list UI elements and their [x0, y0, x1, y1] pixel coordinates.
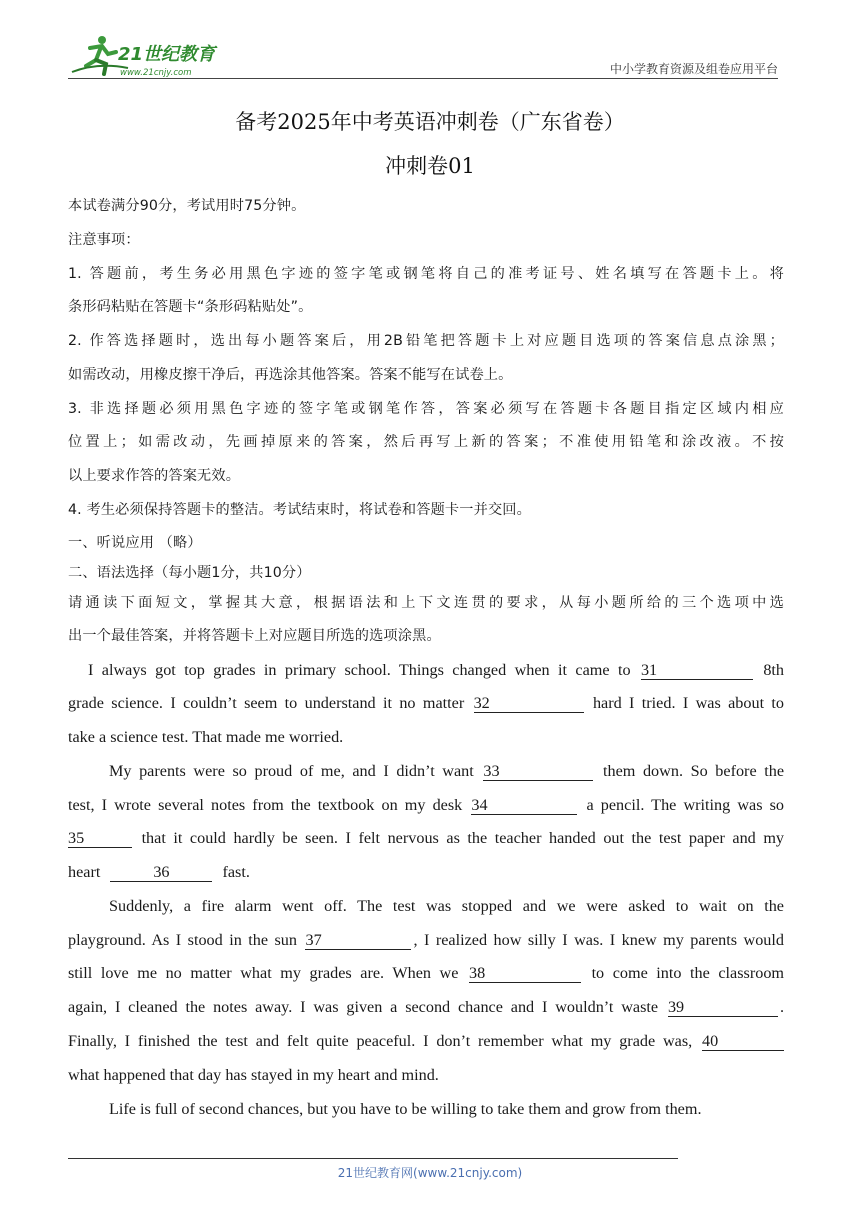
passage-line-2: grade science. I couldn’t seem to understand it no matter 32 hard I tried. I was about to [68, 694, 785, 712]
blank-32: 32 [474, 695, 584, 713]
footer-text: 21世纪教育网(www.21cnjy.com) [337, 1166, 523, 1180]
header-divider [68, 78, 778, 79]
section-1-heading: 一、听说应用 （略） [68, 535, 202, 551]
blank-39: 39 [668, 999, 778, 1017]
blank-36: 36 [110, 864, 212, 882]
footer-divider [68, 1158, 678, 1159]
blank-37: 37 [305, 932, 411, 950]
notice-4: 4. 考生必须保持答题卡的整洁。考试结束时，将试卷和答题卡一并交回。 [68, 502, 531, 518]
page-header [68, 30, 778, 80]
page-subtitle: 冲刺卷01 [385, 154, 475, 178]
passage-line-11: again, I cleaned the notes away. I was given a second chance and I wouldn’t waste 39 . [68, 998, 784, 1016]
notice-1-line-1: 1. 答题前，考生务必用黑色字迹的签字笔或钢笔将自己的准考证号、姓名填写在答题卡上。将 [68, 266, 784, 282]
intro-text: 本试卷满分90分，考试用时75分钟。 [68, 198, 306, 214]
blank-35: 35 [68, 830, 132, 848]
passage-line-9: playground. As I stood in the sun 37 , I realized how silly I was. I knew my parents would [68, 931, 784, 949]
notice-3-line-3: 以上要求作答的答案无效。 [68, 468, 241, 484]
notice-3-line-2: 位置上；如需改动，先画掉原来的答案，然后再写上新的答案；不准使用铅笔和涂改液。不按 [68, 434, 784, 450]
passage-line-1: I always got top grades in primary school. Things changed when it came to 31 8th [88, 661, 785, 679]
blank-33: 33 [483, 763, 593, 781]
notice-heading: 注意事项： [68, 232, 140, 248]
passage-line-10: still love me no matter what my grades are. When we 38 to come into the classroom [68, 964, 785, 982]
passage-line-4: My parents were so proud of me, and I didn’t want 33 them down. So before the [109, 762, 785, 780]
site-logo [68, 32, 238, 78]
passage-line-3: take a science test. That made me worried. [68, 728, 344, 746]
instruction-line-1: 请通读下面短文，掌握其大意，根据语法和上下文连贯的要求，从每小题所给的三个选项中选 [68, 595, 784, 611]
blank-38: 38 [469, 965, 581, 983]
passage-line-14: Life is full of second chances, but you have to be willing to take them and grow from them. [109, 1100, 702, 1118]
passage-line-13: what happened that day has stayed in my heart and mind. [68, 1066, 439, 1084]
passage-line-7: heart 36 fast. [68, 863, 250, 881]
notice-1-line-2: 条形码粘贴在答题卡“条形码粘贴处”。 [68, 299, 313, 315]
runner-logo-icon [68, 32, 238, 78]
svg-text:www.21cnjy.com: www.21cnjy.com [120, 68, 192, 78]
section-2-heading: 二、语法选择（每小题1分，共10分） [68, 565, 311, 581]
blank-31: 31 [641, 662, 753, 680]
passage-line-5: test, I wrote several notes from the textbook on my desk 34 a pencil. The writing was so [68, 796, 784, 814]
blank-34: 34 [471, 797, 577, 815]
notice-2-line-2: 如需改动，用橡皮擦干净后，再选涂其他答案。答案不能写在试卷上。 [68, 367, 513, 383]
notice-3-line-1: 3. 非选择题必须用黑色字迹的签字笔或钢笔作答，答案必须写在答题卡各题目指定区域内相应 [68, 401, 784, 417]
passage-line-8: Suddenly, a fire alarm went off. The test was stopped and we were asked to wait on the [109, 897, 784, 915]
blank-40: 40 [702, 1033, 784, 1051]
passage-line-12: Finally, I finished the test and felt quite peaceful. I don’t remember what my grade was, 40 [68, 1031, 784, 1051]
notice-2-line-1: 2. 作答选择题时，选出每小题答案后，用2B铅笔把答题卡上对应题目选项的答案信息点涂黑； [68, 333, 784, 349]
page-title: 备考2025年中考英语冲刺卷（广东省卷） [235, 110, 625, 134]
instruction-line-2: 出一个最佳答案，并将答题卡上对应题目所选的选项涂黑。 [68, 628, 441, 644]
passage-line-6: 35 that it could hardly be seen. I felt nervous as the teacher handed out the test paper and my [68, 829, 785, 847]
svg-text:21世纪教育: 21世纪教育 [118, 44, 216, 65]
header-platform-text: 中小学教育资源及组卷应用平台 [609, 62, 778, 76]
